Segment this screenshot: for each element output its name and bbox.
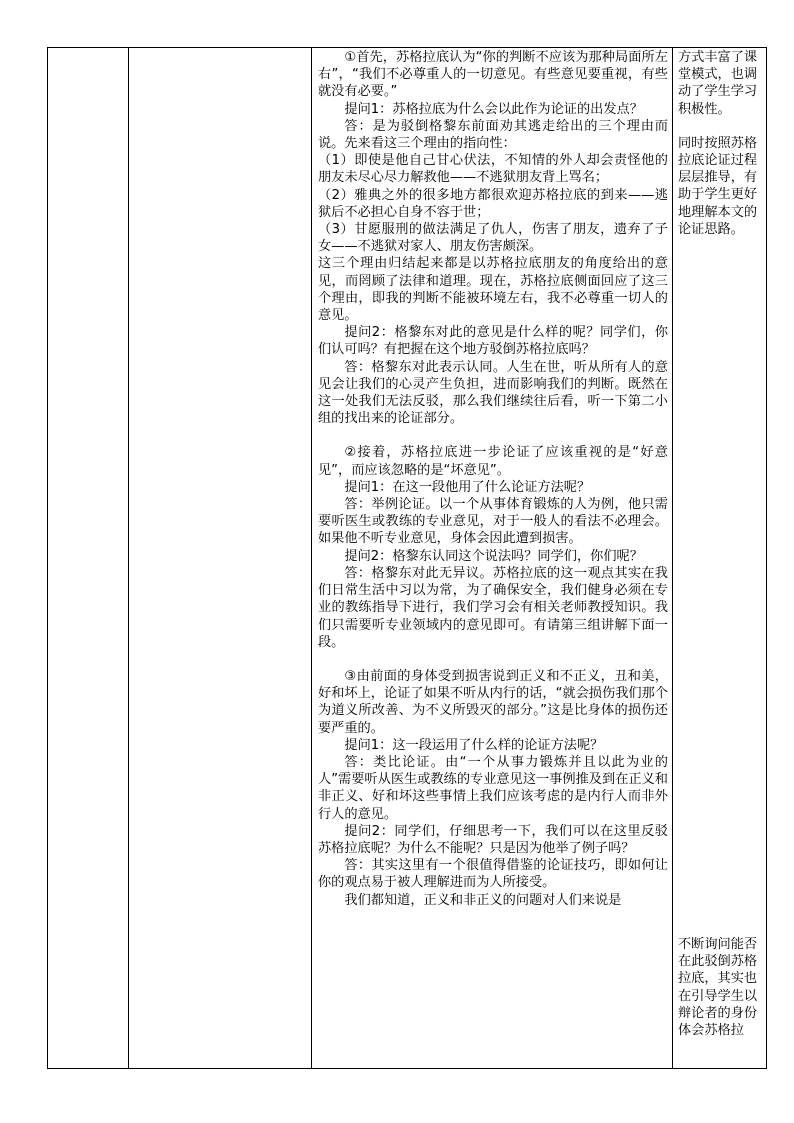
paragraph: 我们都知道，正义和非正义的问题对人们来说是	[344, 892, 622, 908]
paragraph: （3）甘愿服刑的做法满足了仇人，伤害了朋友，遗弃了子女——不逃狱对家人、朋友伤害颇深。	[318, 222, 668, 255]
paragraph: 答：举例论证。以一个从事体育锻炼的人为例，他只需要听医生或教练的专业意见，对于一般人的看法不必理会。如果他不听专业意见，身体会因此遭到损害。	[318, 497, 668, 547]
paragraph: 答：其实这里有一个很值得借鉴的论证技巧，即如何让你的观点易于被人理解进而为人所接受。	[318, 858, 668, 891]
teaching-process-cell	[312, 48, 673, 1069]
paragraph: 答：格黎东对此表示认同。人生在世，听从所有人的意见会让我们的心灵产生负担，进而影响我们的判断。既然在这一处我们无法反驳，那么我们继续往后看，听一下第二小组的找出来的论证部分。	[318, 359, 668, 427]
paragraph: （2）雅典之外的很多地方都很欢迎苏格拉底的到来——逃狱后不必担心自身不容于世；	[318, 187, 668, 220]
design-note-3: 不断询问能否在此驳倒苏格拉底，其实也在引导学生以辩论者的身份体会苏格拉	[678, 937, 758, 1039]
paragraph: 答：是为驳倒格黎东前面劝其逃走给出的三个理由而说。先来看这三个理由的指向性：	[318, 118, 668, 152]
lesson-plan-table	[47, 47, 767, 1069]
paragraph: 答：格黎东对此无异议。苏格拉底的这一观点其实在我们日常生活中习以为常，为了确保安全，我们健身必须在专业的教练指导下进行，我们学习会有相关老师教授知识。我们只需要听专业领域内的意见即可。有请第三组讲解下面一段。	[318, 565, 668, 650]
paragraph: 提问2：同学们，仔细思考一下，我们可以在这里反驳苏格拉底呢？为什么不能呢？只是因为他举了例子吗？	[318, 823, 668, 856]
table-row	[48, 48, 767, 1069]
paragraph: ②接着，苏格拉底进一步论证了应该重视的是“好意见”，而应该忽略的是“坏意见”。	[318, 445, 668, 478]
paragraph: ①首先，苏格拉底认为“你的判断不应该为那种局面所左右”，“我们不必尊重人的一切意见。有些意见要重视，有些就没有必要。”	[318, 50, 668, 100]
design-intent-cell	[673, 48, 767, 1069]
section-gap	[318, 651, 668, 668]
paragraph: ③由前面的身体受到损害说到正义和不正义，丑和美，好和坏上，论证了如果不听从内行的话，“就会损伤我们那个为道义所改善、为不义所毁灭的部分。”这是比身体的损伤还要严重的。	[318, 668, 668, 736]
paragraph: 这三个理由归结起来都是以苏格拉底朋友的角度给出的意见，而罔顾了法律和道理。现在，苏格拉底侧面回应了这三个理由，即我的判断不能被环境左右，我不必尊重一切人的意见。	[318, 256, 668, 324]
paragraph: 提问1：在这一段他用了什么论证方法呢？	[344, 479, 591, 495]
paragraph: 提问1：这一段运用了什么样的论证方法呢？	[344, 737, 604, 753]
teaching-process-text	[318, 49, 668, 909]
empty-column-1	[48, 48, 129, 1069]
empty-column-2	[129, 48, 312, 1069]
design-note-1: 方式丰富了课堂模式，也调动了学生学习积极性。	[678, 50, 758, 117]
paragraph: 答：类比论证。由“一个从事力锻炼并且以此为业的人”需要听从医生或教练的专业意见这一事例推及到在正义和非正义、好和坏这些事情上我们应该考虑的是内行人而非外行人的意见。	[318, 754, 668, 822]
paragraph: 提问2：格黎东认同这个说法吗？同学们，你们呢？	[344, 548, 643, 564]
section-gap	[318, 427, 668, 444]
design-note-2: 同时按照苏格拉底论证过程层层推导，有助于学生更好地理解本文的论证思路。	[678, 135, 758, 237]
paragraph: 提问1：苏格拉底为什么会以此作为论证的出发点？	[344, 101, 643, 117]
paragraph: （1）即使是他自己甘心伏法，不知情的外人却会责怪他的朋友未尽心尽力解救他——不逃狱朋友背上骂名；	[318, 153, 668, 186]
paragraph: 提问2：格黎东对此的意见是什么样的呢？同学们，你们认可吗？有把握在这个地方驳倒苏格拉底吗？	[318, 325, 668, 358]
